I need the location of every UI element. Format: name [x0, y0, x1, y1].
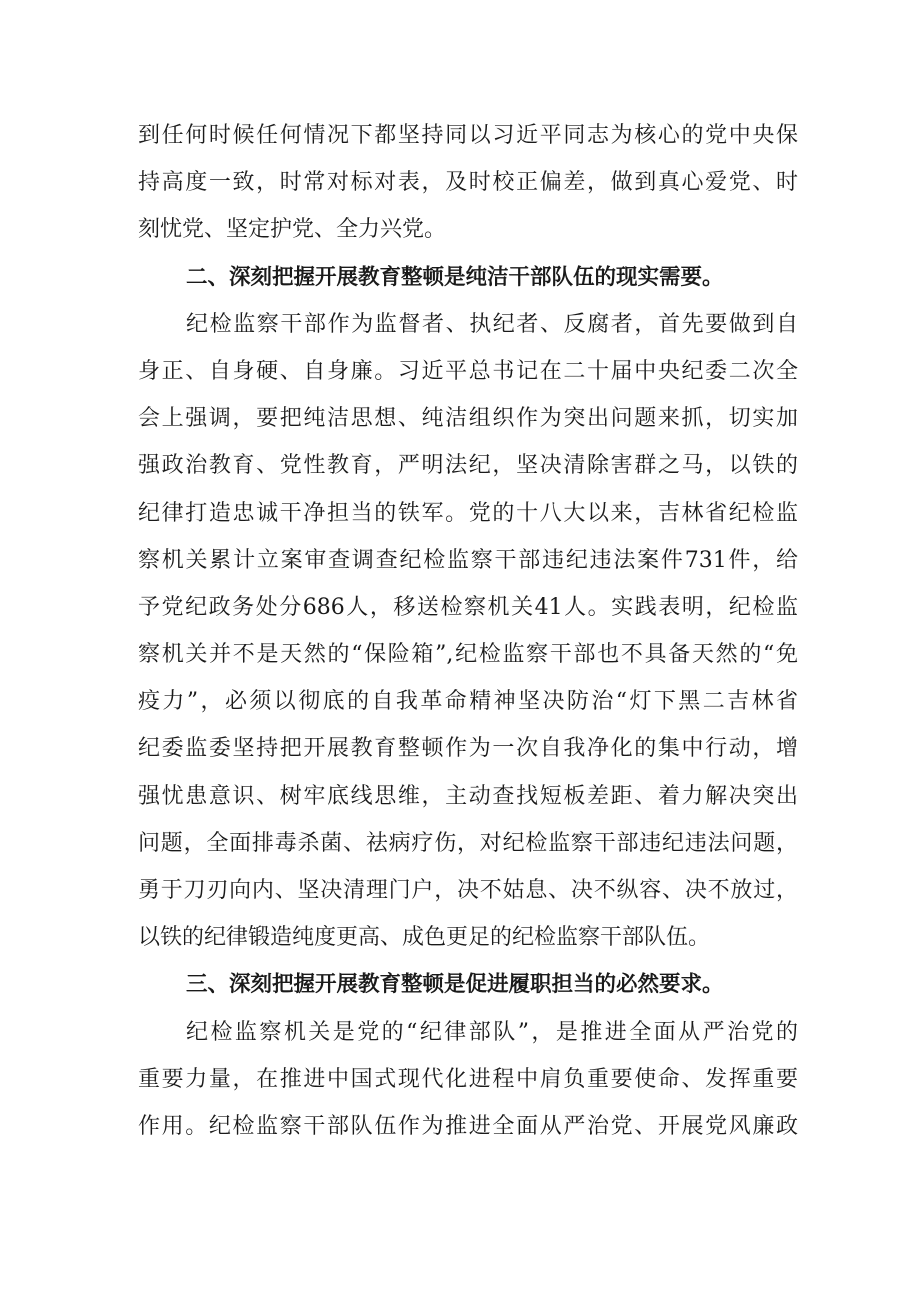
document-body [138, 112, 798, 1150]
text-line: 强政治教育、党性教育，严明法纪，坚决清除害群之马，以铁的 [138, 453, 798, 479]
text-line: 刻忧党、坚定护党、全力兴党。 [138, 217, 447, 243]
text-line: 予党纪政务处分686人，移送检察机关41人。实践表明，纪检监 [138, 594, 798, 620]
text-line: 身正、自身硬、自身廉。习近平总书记在二十届中央纪委二次全 [138, 358, 798, 384]
text-line: 强忧患意识、树牢底线思维，主动查找短板差距、着力解决突出 [138, 783, 798, 809]
paragraph-2 [138, 301, 798, 962]
section-heading-3: 三、深刻把握开展教育整顿是促进履职担当的必然要求。 [186, 972, 724, 998]
text-line: 纪律打造忠诚干净担当的铁军。党的十八大以来，吉林省纪检监 [138, 500, 798, 526]
text-line: 疫力”，必须以彻底的自我革命精神坚决防治“灯下黑二吉林省 [138, 689, 798, 715]
text-line: 作用。纪检监察干部队伍作为推进全面从严治党、开展党风廉政 [138, 1113, 798, 1139]
section-heading-2: 二、深刻把握开展教育整顿是纯洁干部队伍的现实需要。 [186, 264, 724, 290]
text-line: 持高度一致，时常对标对表，及时校正偏差，做到真心爱党、时 [138, 170, 798, 196]
text-line: 重要力量，在推进中国式现代化进程中肩负重要使命、发挥重要 [138, 1066, 798, 1092]
paragraph-continuation [138, 112, 798, 254]
text-line: 勇于刀刃向内、坚决清理门户，决不姑息、决不纵容、决不放过， [138, 878, 798, 903]
text-line: 问题，全面排毒杀菌、祛病疗伤，对纪检监察干部违纪违法问题， [138, 830, 798, 856]
text-line: 察机关并不是天然的“保险箱”,纪检监察干部也不具备天然的“免 [138, 642, 798, 668]
text-line: 纪检监察机关是党的“纪律部队”，是推进全面从严治党的 [186, 1019, 798, 1045]
paragraph-3 [138, 1009, 798, 1151]
text-line: 纪检监察干部作为监督者、执纪者、反腐者，首先要做到自 [186, 311, 798, 337]
text-line: 会上强调，要把纯洁思想、纯洁组织作为突出问题来抓，切实加 [138, 406, 798, 432]
text-line: 以铁的纪律锻造纯度更高、成色更足的纪检监察干部队伍。 [138, 925, 711, 951]
text-line: 察机关累计立案审查调查纪检监察干部违纪违法案件731件，给 [138, 547, 798, 573]
text-line: 纪委监委坚持把开展教育整顿作为一次自我净化的集中行动，增 [138, 736, 798, 762]
text-line: 到任何时候任何情况下都坚持同以习近平同志为核心的党中央保 [138, 123, 798, 148]
